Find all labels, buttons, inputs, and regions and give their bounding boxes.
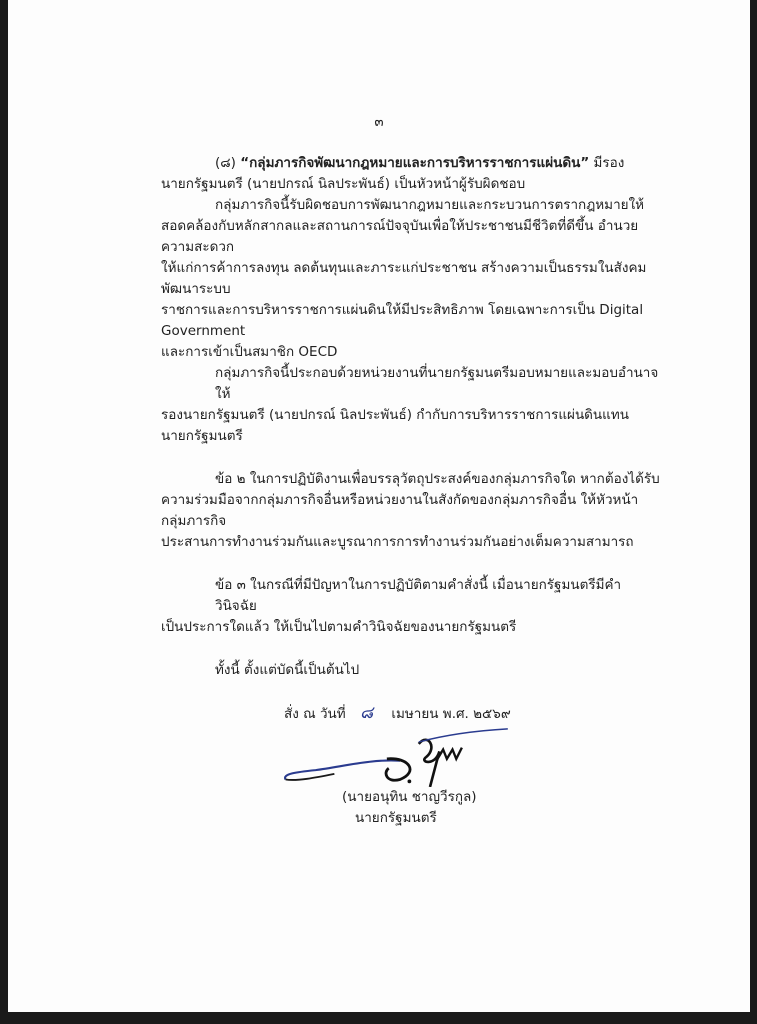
spacer xyxy=(161,638,661,660)
spacer xyxy=(161,681,661,703)
page-number: ๓ xyxy=(374,114,384,130)
text-line: ให้แก่การค้าการลงทุน ลดต้นทุนและภาระแก่ประชาชน สร้างความเป็นธรรมในสังคม พัฒนาระบบ xyxy=(161,260,647,297)
text-line: รองนายกรัฐมนตรี (นายปกรณ์ นิลประพันธ์) กำกับการบริหารราชการแผ่นดินแทนนายกรัฐมนตรี xyxy=(161,407,629,444)
date-day-handwritten: ๘ xyxy=(359,703,374,723)
clause-3-line: ข้อ ๓ ในกรณีที่มีปัญหาในการปฏิบัติตามคำสั่งนี้ เมื่อนายกรัฐมนตรีมีคำวินิจฉัย xyxy=(215,577,622,614)
clause-3-line: เป็นประการใดแล้ว ให้เป็นไปตามคำวินิจฉัยของนายกรัฐมนตรี xyxy=(161,619,517,635)
document-page xyxy=(8,0,750,1012)
text-line: นายกรัฐมนตรี (นายปกรณ์ นิลประพันธ์) เป็นหัวหน้าผู้รับผิดชอบ xyxy=(161,176,526,192)
text-line: สอดคล้องกับหลักสากลและสถานการณ์ปัจจุบันเพื่อให้ประชาชนมีชีวิตที่ดีขึ้น อำนวยความสะดวก xyxy=(161,218,639,255)
spacer xyxy=(161,447,661,469)
text-line: ราชการและการบริหารราชการแผ่นดินให้มีประสิทธิภาพ โดยเฉพาะการเป็น Digital Government xyxy=(161,302,644,339)
section-title: “กลุ่มภารกิจพัฒนากฎหมายและการบริหารราชการแผ่นดิน” xyxy=(240,155,590,171)
date-line xyxy=(161,703,661,725)
text-line: กลุ่มภารกิจนี้ประกอบด้วยหน่วยงานที่นายกรัฐมนตรีมอบหมายและมอบอำนาจให้ xyxy=(215,365,659,402)
clause-2-line: ข้อ ๒ ในการปฏิบัติงานเพื่อบรรลุวัตถุประสงค์ของกลุ่มภารกิจใด หากต้องได้รับ xyxy=(215,471,660,487)
signer-name: (นายอนุทิน ชาญวีรกูล) xyxy=(342,789,477,805)
text-line: และการเข้าเป็นสมาชิก OECD xyxy=(161,344,338,360)
effective-clause: ทั้งนี้ ตั้งแต่บัดนี้เป็นต้นไป xyxy=(215,662,360,678)
spacer xyxy=(161,553,661,575)
section-number: (๘) xyxy=(215,155,236,171)
date-month-year: เมษายน พ.ศ. ๒๕๖๙ xyxy=(391,706,511,722)
text-line: มีรอง xyxy=(593,155,625,171)
clause-2-line: ประสานการทำงานร่วมกันและบูรณาการการทำงานร่วมกันอย่างเต็มความสามารถ xyxy=(161,534,634,550)
text-line: กลุ่มภารกิจนี้รับผิดชอบการพัฒนากฎหมายและกระบวนการตรากฎหมายให้ xyxy=(215,197,645,213)
date-prefix: สั่ง ณ วันที่ xyxy=(284,706,346,722)
section-8-heading xyxy=(161,153,661,174)
signer-title: นายกรัฐมนตรี xyxy=(355,810,437,826)
signature xyxy=(270,727,530,787)
document-body xyxy=(161,112,661,829)
clause-2-line: ความร่วมมือจากกลุ่มภารกิจอื่นหรือหน่วยงานในสังกัดของกลุ่มภารกิจอื่น ให้หัวหน้ากลุ่มภารกิจ xyxy=(161,492,639,529)
